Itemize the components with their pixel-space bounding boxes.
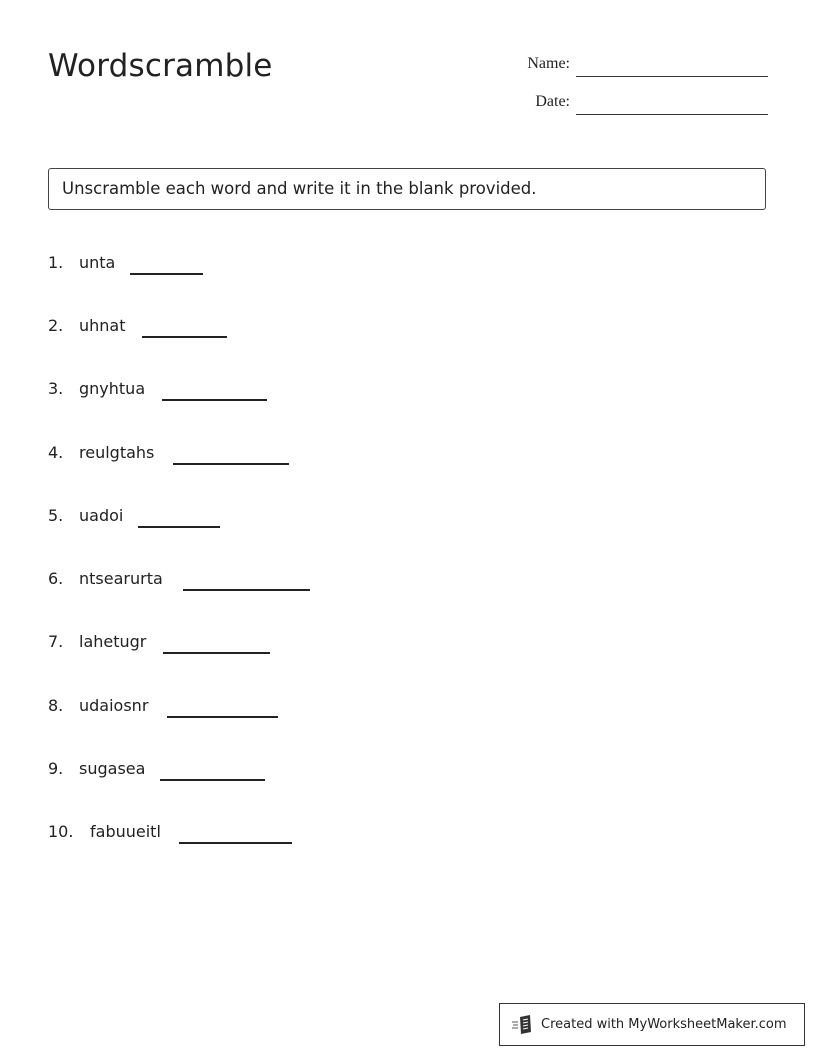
item-number: 1. (48, 253, 64, 272)
item-number: 9. (48, 759, 64, 778)
answer-blank[interactable] (162, 399, 267, 401)
answer-blank[interactable] (130, 273, 203, 275)
answer-blank[interactable] (179, 842, 292, 844)
instructions-box (48, 168, 766, 210)
scrambled-word: gnyhtua (79, 379, 146, 398)
item-number: 7. (48, 632, 64, 651)
answer-blank[interactable] (167, 716, 278, 718)
worksheet-logo-icon (512, 1015, 534, 1035)
scrambled-word: reulgtahs (79, 443, 155, 462)
credit-text: Created with MyWorksheetMaker.com (541, 1017, 787, 1032)
scrambled-word: fabuueitl (90, 822, 161, 841)
answer-blank[interactable] (142, 336, 227, 338)
scrambled-word: ntsearurta (79, 569, 163, 588)
scrambled-word: uhnat (79, 316, 126, 335)
credit-badge[interactable] (499, 1003, 805, 1046)
answer-blank[interactable] (163, 652, 270, 654)
date-label: Date: (535, 93, 570, 110)
date-input-line[interactable] (576, 114, 768, 115)
date-field (500, 93, 570, 113)
item-number: 3. (48, 379, 64, 398)
scrambled-word: lahetugr (79, 632, 147, 651)
name-field (500, 55, 570, 75)
answer-blank[interactable] (138, 526, 220, 528)
item-number: 10. (48, 822, 74, 841)
name-label: Name: (527, 55, 570, 72)
item-number: 2. (48, 316, 64, 335)
item-number: 6. (48, 569, 64, 588)
name-input-line[interactable] (576, 76, 768, 77)
scrambled-word: sugasea (79, 759, 146, 778)
instructions-text: Unscramble each word and write it in the blank provided. (62, 179, 537, 198)
page-title: Wordscramble (48, 48, 273, 84)
answer-blank[interactable] (173, 463, 289, 465)
item-number: 8. (48, 696, 64, 715)
item-number: 4. (48, 443, 64, 462)
scrambled-word: unta (79, 253, 116, 272)
answer-blank[interactable] (183, 589, 310, 591)
scrambled-word: udaiosnr (79, 696, 149, 715)
scrambled-word: uadoi (79, 506, 124, 525)
item-number: 5. (48, 506, 64, 525)
answer-blank[interactable] (160, 779, 265, 781)
